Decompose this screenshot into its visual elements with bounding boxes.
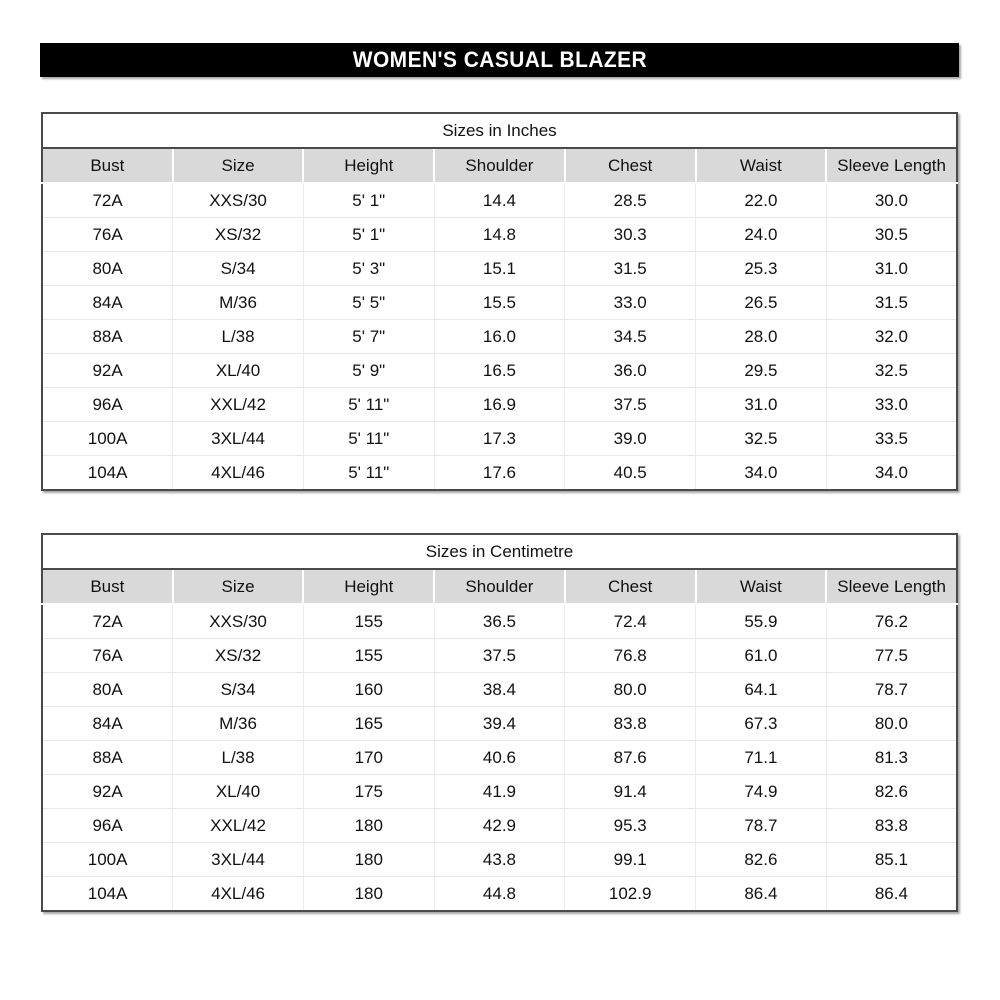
table-cell: 36.0 [565,354,696,388]
table-cell: 16.5 [434,354,565,388]
table-title-row [42,534,957,569]
table-cell: 29.5 [696,354,827,388]
table-title: Sizes in Centimetre [42,534,957,569]
table-cell: 39.4 [434,707,565,741]
table-cell: 80.0 [826,707,957,741]
table-cell: 84A [42,707,173,741]
table-cell: 26.5 [696,286,827,320]
table-cell: XXL/42 [173,809,304,843]
table-cell: 80.0 [565,673,696,707]
table-cell: 86.4 [826,877,957,912]
table-cell: 37.5 [565,388,696,422]
table-cell: S/34 [173,252,304,286]
table-cell: 40.6 [434,741,565,775]
table-row [42,354,957,388]
table-title-row [42,113,957,148]
table-cell: 67.3 [696,707,827,741]
table-cell: 170 [303,741,434,775]
table-cell: 61.0 [696,639,827,673]
table-cell: 30.5 [826,218,957,252]
table-cell: 180 [303,843,434,877]
size-table [41,533,958,912]
table-cell: 3XL/44 [173,422,304,456]
table-row [42,252,957,286]
table-cell: 16.9 [434,388,565,422]
table-cell: 33.5 [826,422,957,456]
table-cell: 104A [42,456,173,491]
table-row [42,741,957,775]
table-cell: 34.0 [696,456,827,491]
header-cell: Shoulder [434,569,565,604]
table-cell: 82.6 [826,775,957,809]
table-cell: 5' 11" [303,388,434,422]
header-cell: Bust [42,148,173,183]
table-cell: 34.5 [565,320,696,354]
table-cell: 76.2 [826,604,957,639]
table-cell: 38.4 [434,673,565,707]
table-title: Sizes in Inches [42,113,957,148]
table-cell: 31.0 [826,252,957,286]
table-cell: 96A [42,388,173,422]
header-cell: Bust [42,569,173,604]
table-cell: 14.8 [434,218,565,252]
table-cell: 30.3 [565,218,696,252]
table-row [42,604,957,639]
table-cell: 17.6 [434,456,565,491]
table-cell: 165 [303,707,434,741]
table-cell: XS/32 [173,218,304,252]
table-cell: 37.5 [434,639,565,673]
header-cell: Shoulder [434,148,565,183]
table-cell: 15.1 [434,252,565,286]
table-cell: 86.4 [696,877,827,912]
table-cell: XS/32 [173,639,304,673]
table-cell: 32.0 [826,320,957,354]
table-cell: 72A [92,190,123,210]
table-cell: 96A [42,809,173,843]
table-cell: 76A [42,639,173,673]
table-row [42,843,957,877]
table-cell: 76A [42,218,173,252]
table-row [42,320,957,354]
table-cell: 74.9 [696,775,827,809]
table-cell: 4XL/46 [173,877,304,912]
table-cell: 25.3 [696,252,827,286]
table-cell: XXS/30 [173,183,304,218]
table-cell: XL/40 [173,775,304,809]
table-cell: 5' 1" [303,183,434,218]
table-cell: 16.0 [434,320,565,354]
table-cell: 24.0 [696,218,827,252]
table-row [42,775,957,809]
header-cell: Height [303,569,434,604]
table-cell: 92A [42,775,173,809]
size-table-inches [41,112,958,491]
table-cell: 72.4 [565,604,696,639]
table-cell: M/36 [173,286,304,320]
table-cell: 41.9 [434,775,565,809]
table-cell: L/38 [173,320,304,354]
table-cell: 32.5 [826,354,957,388]
table-cell: 34.0 [826,456,957,491]
table-cell: 5' 7" [303,320,434,354]
table-cell: 14.4 [434,183,565,218]
table-row [42,639,957,673]
table-cell: XXL/42 [173,388,304,422]
table-cell: 42.9 [434,809,565,843]
table-cell: 88A [42,741,173,775]
table-cell: 43.8 [434,843,565,877]
table-cell: 77.5 [826,639,957,673]
table-cell: 78.7 [826,673,957,707]
table-cell: 31.0 [696,388,827,422]
table-cell: 40.5 [565,456,696,491]
table-cell: 91.4 [565,775,696,809]
table-cell: 15.5 [434,286,565,320]
table-cell: 28.0 [696,320,827,354]
table-cell: 5' 11" [303,456,434,491]
table-cell: 175 [303,775,434,809]
table-cell: 104A [42,877,173,912]
table-cell: 22.0 [696,183,827,218]
table-cell: 99.1 [565,843,696,877]
table-cell: 5' 9" [303,354,434,388]
header-cell: Size [173,569,304,604]
table-cell: 44.8 [434,877,565,912]
table-cell: L/38 [173,741,304,775]
table-cell: S/34 [173,673,304,707]
table-cell: 31.5 [565,252,696,286]
table-cell: 85.1 [826,843,957,877]
table-cell: 180 [303,809,434,843]
table-row [42,456,957,491]
table-cell: 31.5 [826,286,957,320]
table-cell: 71.1 [696,741,827,775]
table-cell: 92A [42,354,173,388]
table-cell: 102.9 [565,877,696,912]
table-cell: M/36 [173,707,304,741]
table-cell: 88A [42,320,173,354]
table-cell: 78.7 [696,809,827,843]
table-cell: 33.0 [565,286,696,320]
table-cell: 3XL/44 [173,843,304,877]
table-cell: 160 [303,673,434,707]
table-row [42,286,957,320]
table-cell: 82.6 [696,843,827,877]
table-cell: 180 [303,877,434,912]
table-cell: 5' 1" [303,218,434,252]
table-header-row [42,569,957,604]
table-cell: 100A [42,422,173,456]
table-cell: 64.1 [696,673,827,707]
header-cell: Waist [696,148,827,183]
table-cell: 87.6 [565,741,696,775]
header-cell: Size [173,148,304,183]
table-row [42,877,957,912]
table-cell: XXS/30 [173,604,304,639]
table-row [42,388,957,422]
table-cell: 5' 11" [303,422,434,456]
size-table [41,112,958,491]
table-cell: 5' 5" [303,286,434,320]
header-cell: Height [303,148,434,183]
table-cell: 5' 3" [303,252,434,286]
table-cell: 55.9 [696,604,827,639]
table-cell: 155 [303,604,434,639]
table-cell: 83.8 [826,809,957,843]
table-cell: XL/40 [173,354,304,388]
title-banner [40,43,959,77]
table-cell: 155 [303,639,434,673]
table-cell: 81.3 [826,741,957,775]
table-cell: 33.0 [826,388,957,422]
header-cell: Sleeve Length [826,569,957,604]
table-cell: 28.5 [565,183,696,218]
table-cell: 17.3 [434,422,565,456]
table-row [42,218,957,252]
table-row [42,673,957,707]
table-cell: 39.0 [565,422,696,456]
table-cell: 4XL/46 [173,456,304,491]
table-cell: 76.8 [565,639,696,673]
size-table-cm [41,533,958,912]
table-header-row [42,148,957,183]
table-cell: 80A [42,673,173,707]
header-cell: Chest [565,569,696,604]
table-cell: 80A [42,252,173,286]
header-cell: Sleeve Length [826,148,957,183]
table-row [42,422,957,456]
table-cell: 30.0 [826,183,957,218]
table-cell: 72A [92,611,123,631]
page-title: WOMEN'S CASUAL BLAZER [352,47,647,72]
table-cell: 83.8 [565,707,696,741]
table-row [42,707,957,741]
table-cell: 100A [42,843,173,877]
header-cell: Waist [696,569,827,604]
table-cell: 36.5 [434,604,565,639]
table-cell: 95.3 [565,809,696,843]
table-row [42,183,957,218]
table-cell: 84A [42,286,173,320]
table-row [42,809,957,843]
header-cell: Chest [565,148,696,183]
table-cell: 32.5 [696,422,827,456]
